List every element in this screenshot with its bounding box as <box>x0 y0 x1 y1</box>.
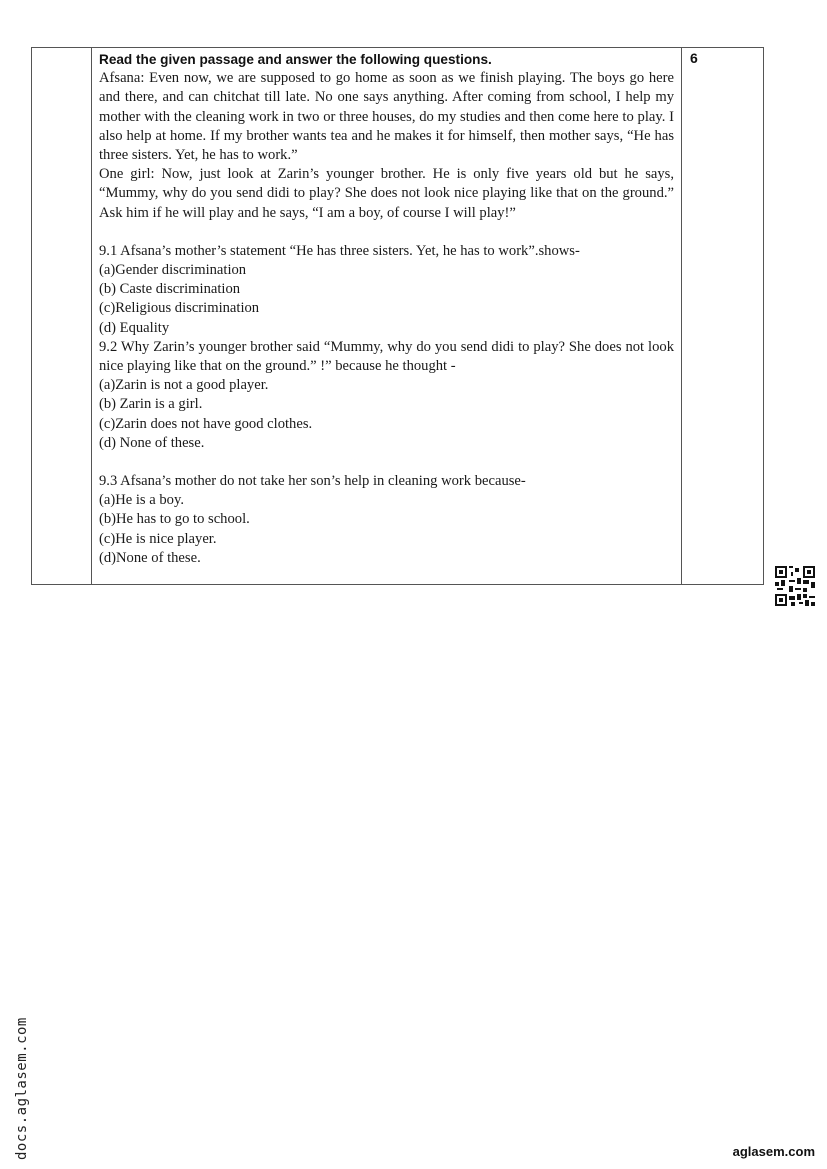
question-9-2-stem: 9.2 Why Zarin’s younger brother said “Mummy, why do you send didi to play? She does not look nice playing like that on the ground.” !” because he thought - <box>99 338 674 375</box>
side-watermark: docs.aglasem.com <box>14 1017 30 1160</box>
question-9-2-option-a: (a)Zarin is not a good player. <box>99 377 269 394</box>
question-9-3-option-a: (a)He is a boy. <box>99 492 184 509</box>
marks-cell <box>681 48 763 584</box>
question-9-3-option-d: (d)None of these. <box>99 549 201 566</box>
question-9-3-option-c: (c)He is nice player. <box>99 530 217 547</box>
question-9-1-option-c: (c)Religious discrimination <box>99 300 260 317</box>
question-9-3-stem: 9.3 Afsana’s mother do not take her son’s help in cleaning work because- <box>99 473 526 490</box>
question-9-1-option-d: (d) Equality <box>99 319 170 336</box>
question-table <box>31 47 764 585</box>
question-9-2-option-c: (c)Zarin does not have good clothes. <box>99 415 313 432</box>
question-content-cell <box>99 50 674 568</box>
question-9-2-option-b: (b) Zarin is a girl. <box>99 396 203 413</box>
question-9-3-option-b: (b)He has to go to school. <box>99 511 250 528</box>
passage-paragraph-1: Afsana: Even now, we are supposed to go home as soon as we finish playing. The boys go here and there, and can chitchat till late. No one says anything. After coming from school, I help my mother with the cleaning work in two or three houses, do my studies and then come here to play. I also help at home. If my brother wants tea and he makes it for himself, then mother says, “He has three sisters. Yet, he has to work.” <box>99 70 674 164</box>
question-number-cell <box>32 48 92 584</box>
brand-footer: aglasem.com <box>732 1144 815 1159</box>
question-9-1-option-a: (a)Gender discrimination <box>99 262 247 279</box>
qr-code-icon[interactable] <box>775 566 815 606</box>
question-9-2-option-d: (d) None of these. <box>99 434 205 451</box>
passage-paragraph-2: One girl: Now, just look at Zarin’s younger brother. He is only five years old but he says, “Mummy, why do you send didi to play? She does not look nice playing like that on the ground.” Ask him if he will play and he says, “I am a boy, of course I will play!” <box>99 166 674 221</box>
question-9-1-stem: 9.1 Afsana’s mother’s statement “He has three sisters. Yet, he has to work”.shows- <box>99 242 580 259</box>
marks-value: 6 <box>690 50 698 66</box>
question-heading: Read the given passage and answer the following questions. <box>99 52 492 67</box>
question-9-1-option-b: (b) Caste discrimination <box>99 281 241 298</box>
